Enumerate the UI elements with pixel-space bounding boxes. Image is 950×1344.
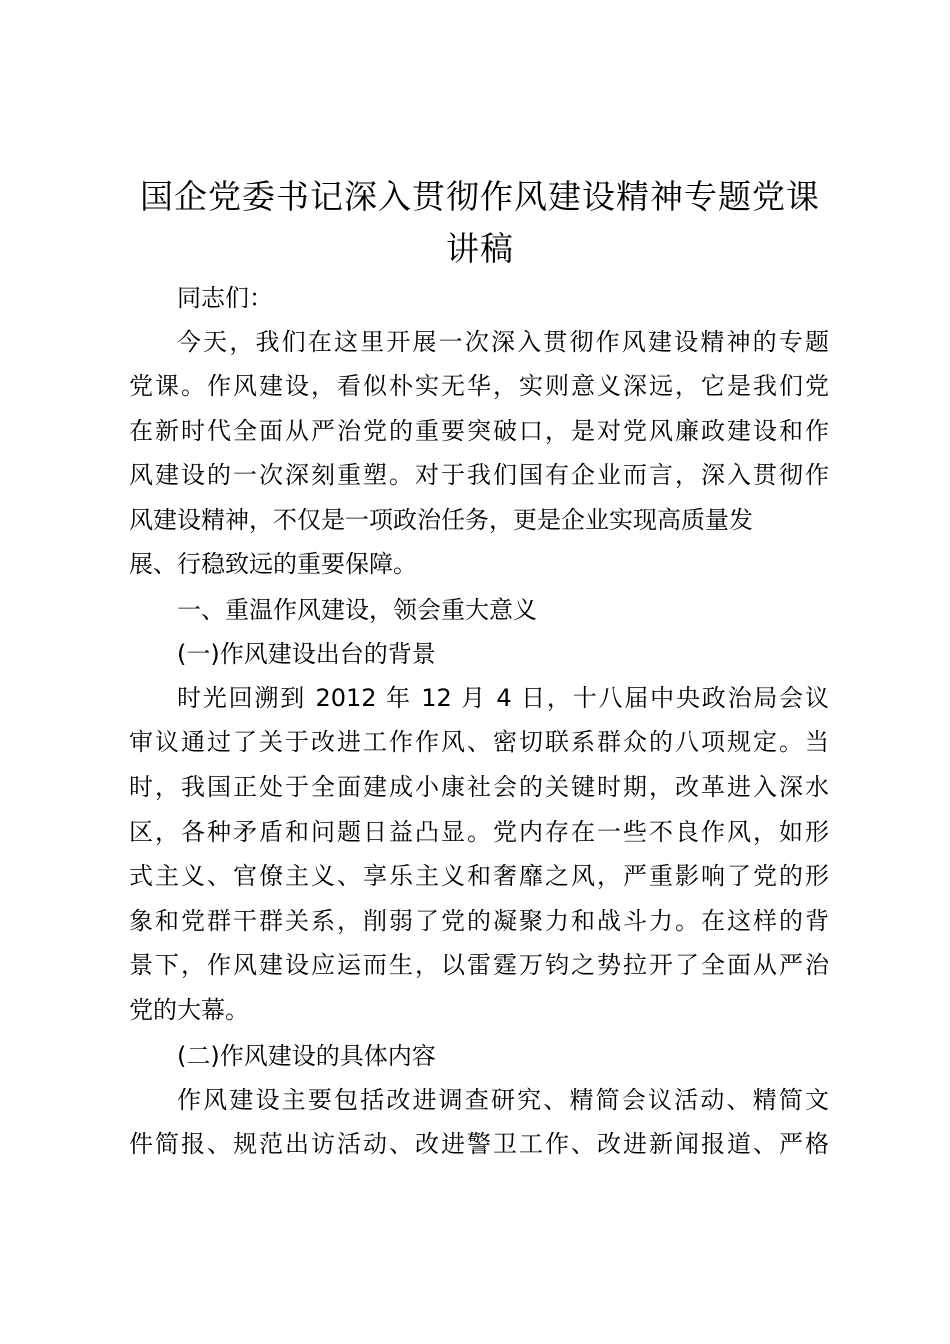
paragraph-1-line: 在新时代全面从严治党的重要突破口，是对党风廉政建设和作	[129, 417, 829, 445]
paragraph-2-line: 式主义、官僚主义、享乐主义和奢靡之风，严重影响了党的形	[129, 862, 829, 890]
salutation: 同志们：	[177, 284, 273, 312]
paragraph-3-line: 作风建设主要包括改进调查研究、精简会议活动、精简文	[177, 1086, 829, 1114]
section-heading-1: 一、重温作风建设，领会重大意义	[177, 596, 537, 624]
paragraph-1-line: 展、行稳致远的重要保障。	[129, 550, 417, 578]
subsection-heading-1: (一)作风建设出台的背景	[177, 640, 436, 668]
paragraph-1-line: 风建设的一次深刻重塑。对于我们国有企业而言，深入贯彻作	[129, 461, 829, 489]
paragraph-2-line: 象和党群干群关系，削弱了党的凝聚力和战斗力。在这样的背	[129, 907, 829, 935]
paragraph-2-line: 审议通过了关于改进工作作风、密切联系群众的八项规定。当	[129, 728, 829, 756]
paragraph-2-line: 党的大幕。	[129, 996, 249, 1024]
document-title-line-1: 国企党委书记深入贯彻作风建设精神专题党课	[140, 177, 820, 216]
paragraph-1-line: 风建设精神，不仅是一项政治任务，更是企业实现高质量发	[129, 506, 753, 534]
paragraph-2-line: 时，我国正处于全面建成小康社会的关键时期，改革进入深水	[129, 773, 829, 801]
paragraph-1-line: 党课。作风建设，看似朴实无华，实则意义深远，它是我们党	[129, 372, 829, 400]
paragraph-1-line: 今天，我们在这里开展一次深入贯彻作风建设精神的专题	[177, 328, 829, 356]
paragraph-2-line: 时光回溯到 2012 年 12 月 4 日，十八届中央政治局会议	[177, 684, 829, 712]
document-title-line-2: 讲稿	[446, 229, 514, 268]
paragraph-3-line: 件简报、规范出访活动、改进警卫工作、改进新闻报道、严格	[129, 1130, 829, 1158]
subsection-heading-2: (二)作风建设的具体内容	[177, 1042, 436, 1070]
paragraph-2-line: 景下，作风建设应运而生，以雷霆万钧之势拉开了全面从严治	[129, 951, 829, 979]
paragraph-2-line: 区，各种矛盾和问题日益凸显。党内存在一些不良作风，如形	[129, 818, 829, 846]
